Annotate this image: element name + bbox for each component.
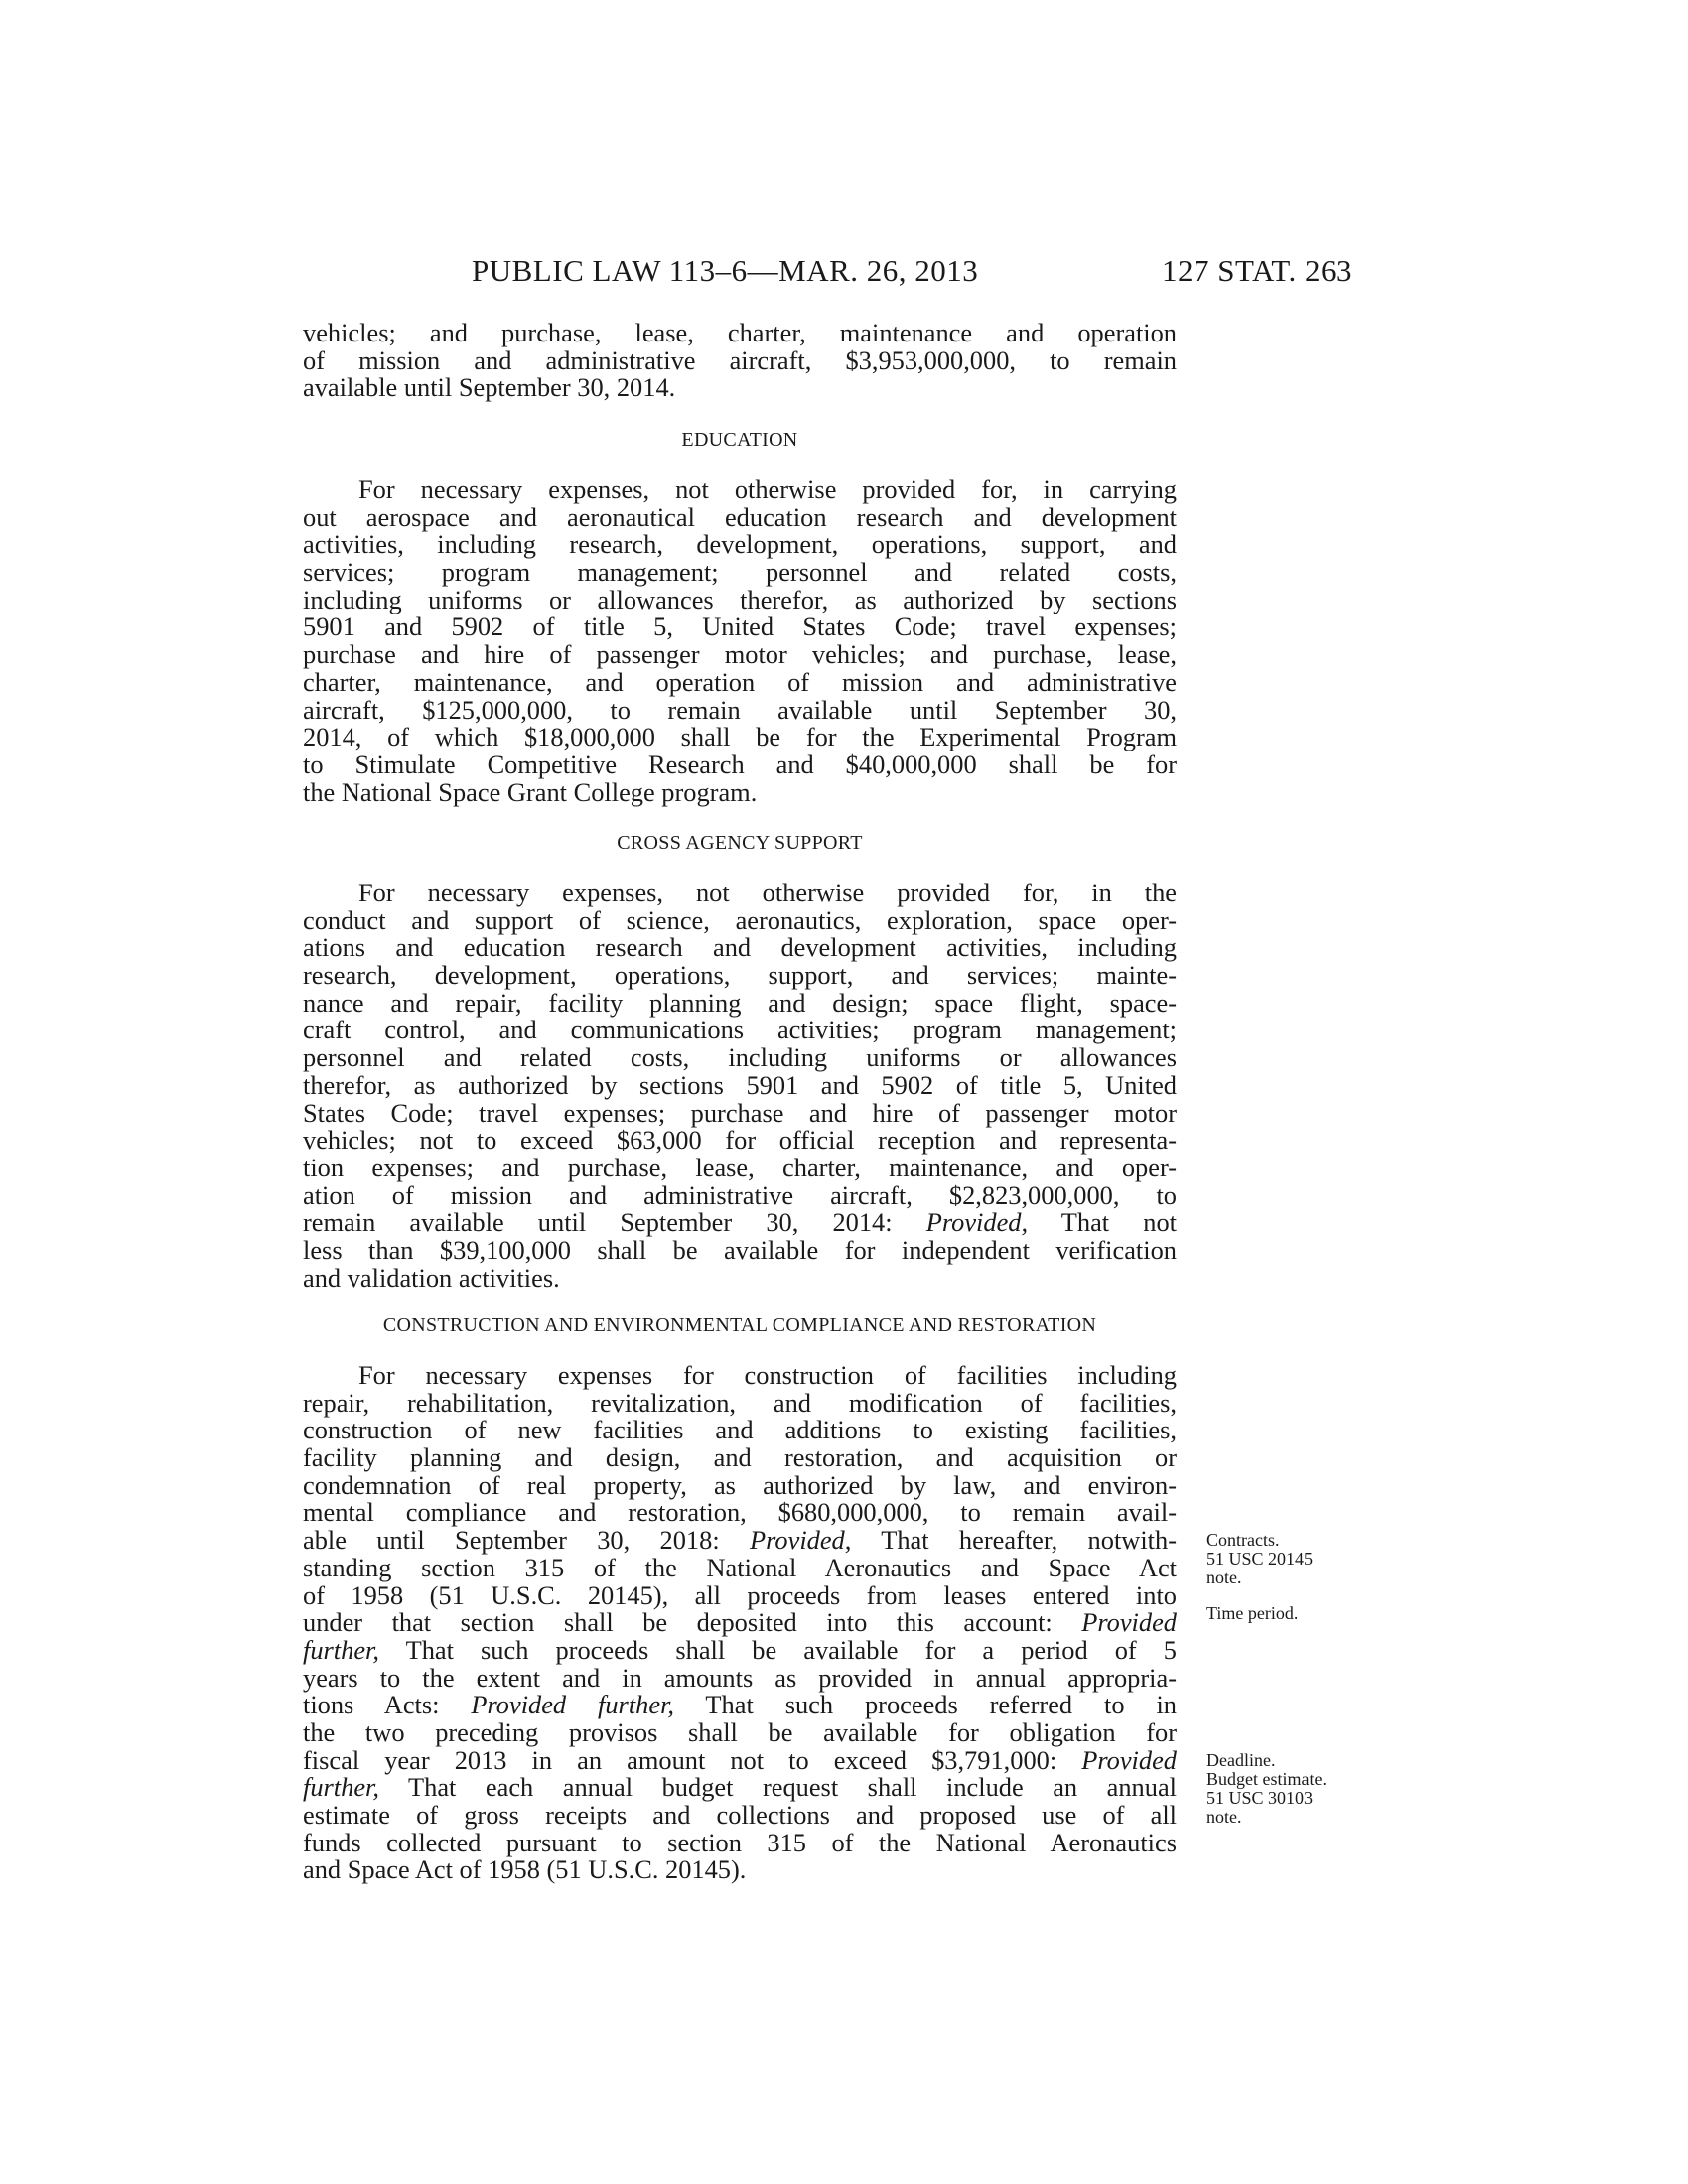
text-run: under that section shall be deposited into this account: [303, 1607, 1082, 1638]
text-run: tions Acts: [303, 1690, 472, 1720]
text-run: That each annual budget request shall include an annual [378, 1772, 1177, 1803]
italic-run: further, [303, 1634, 379, 1665]
text-line: estimate of gross receipts and collections and proposed use of all [303, 1800, 1177, 1830]
text-run: able until September 30, 2018: [303, 1525, 750, 1556]
cross-agency-paragraph [303, 880, 1177, 1292]
italic-run: Provided, [750, 1525, 852, 1556]
text-line [303, 1774, 1177, 1802]
text-line: charter, maintenance, and operation of mission and administrative [303, 666, 1177, 697]
italic-run: Provided further, [471, 1690, 675, 1720]
text-line [303, 1527, 1177, 1555]
running-head: PUBLIC LAW 113–6—MAR. 26, 2013 [472, 253, 979, 288]
text-line: nance and repair, facility planning and design; space flight, space- [303, 987, 1177, 1018]
text-run: fiscal year 2013 in an amount not to exceed $3,791,000: [303, 1744, 1082, 1775]
text-line: States Code; travel expenses; purchase and hire of passenger motor [303, 1097, 1177, 1128]
text-line [303, 1209, 1177, 1237]
margin-note-line: note. [1206, 1568, 1242, 1587]
text-line: ations and education research and development activities, including [303, 932, 1177, 963]
text-line: available until September 30, 2014. [303, 372, 676, 403]
intro-paragraph [303, 320, 1177, 402]
text-line: conduct and support of science, aeronautics, exploration, space oper- [303, 904, 1177, 935]
italic-run: Provided [1081, 1607, 1177, 1638]
text-line [303, 1634, 1177, 1665]
text-line: purchase and hire of passenger motor vehicles; and purchase, lease, [303, 639, 1177, 670]
text-line: less than $39,100,000 shall be available for independent verification [303, 1234, 1177, 1265]
text-line [303, 1692, 1177, 1719]
text-line [303, 1609, 1177, 1637]
italic-run: Provided, [925, 1207, 1029, 1238]
section-heading-cross-agency-support: CROSS AGENCY SUPPORT [617, 832, 863, 854]
text-line: out aerospace and aeronautical education research and development [303, 501, 1177, 532]
text-run: That such proceeds referred to in [674, 1690, 1177, 1720]
text-line: tion expenses; and purchase, lease, charter, maintenance, and oper- [303, 1152, 1177, 1182]
text-line: therefor, as authorized by sections 5901 and 5902 of title 5, United [303, 1069, 1177, 1100]
text-line: funds collected pursuant to section 315 of the National Aeronautics [303, 1827, 1177, 1857]
text-line: of mission and administrative aircraft, $3,953,000,000, to remain [303, 344, 1177, 375]
text-line: ation of mission and administrative aircraft, $2,823,000,000, to [303, 1179, 1177, 1210]
text-line: research, development, operations, support, and services; mainte- [303, 960, 1177, 991]
text-line: mental compliance and restoration, $680,000,000, to remain avail- [303, 1497, 1177, 1528]
text-line: For necessary expenses for construction of facilities including [358, 1360, 1177, 1390]
text-run: That hereafter, notwith- [851, 1525, 1177, 1556]
text-line: vehicles; and purchase, lease, charter, maintenance and operation [303, 318, 1177, 347]
text-line: personnel and related costs, including uniforms or allowances [303, 1042, 1177, 1073]
text-line: and Space Act of 1958 (51 U.S.C. 20145). [303, 1854, 747, 1885]
text-line: years to the extent and in amounts as provided in annual appropria- [303, 1662, 1177, 1693]
margin-note-line: Contracts. [1206, 1530, 1280, 1550]
text-run: That not [1028, 1207, 1177, 1238]
text-line: 2014, of which $18,000,000 shall be for the Experimental Program [303, 722, 1177, 752]
text-line: standing section 315 of the National Aeronautics and Space Act [303, 1552, 1177, 1582]
education-paragraph [303, 477, 1177, 806]
text-line: aircraft, $125,000,000, to remain available until September 30, [303, 694, 1177, 725]
margin-note-line: Deadline. [1206, 1750, 1276, 1770]
italic-run: further, [303, 1772, 379, 1803]
margin-note-line: note. [1206, 1807, 1242, 1827]
text-line: For necessary expenses, not otherwise provided for, in carrying [358, 475, 1177, 504]
italic-run: Provided [1081, 1744, 1177, 1775]
text-line: condemnation of real property, as authorized by law, and environ- [303, 1469, 1177, 1500]
text-line [303, 1744, 1177, 1775]
margin-note-time-period [1206, 1604, 1298, 1623]
margin-note-deadline [1206, 1751, 1327, 1827]
text-run: That such proceeds shall be available for a period of 5 [378, 1634, 1177, 1665]
section-heading-construction: CONSTRUCTION AND ENVIRONMENTAL COMPLIANCE AND RESTORATION [382, 1314, 1097, 1336]
margin-note-contracts [1206, 1531, 1313, 1587]
text-line: to Stimulate Competitive Research and $40,000,000 shall be for [303, 749, 1177, 779]
margin-note-line: 51 USC 20145 [1206, 1549, 1314, 1569]
text-line: including uniforms or allowances therefor, as authorized by sections [303, 584, 1177, 614]
text-line: repair, rehabilitation, revitalization, and modification of facilities, [303, 1387, 1177, 1418]
text-line: the National Space Grant College program. [303, 776, 758, 807]
margin-note-line: Budget estimate. [1206, 1769, 1327, 1789]
section-heading-education: EDUCATION [681, 429, 798, 451]
text-line: 5901 and 5902 of title 5, United States Code; travel expenses; [303, 612, 1177, 642]
text-line: services; program management; personnel and related costs, [303, 557, 1177, 588]
page-folio: 127 STAT. 263 [1162, 253, 1353, 288]
text-line: activities, including research, development, operations, support, and [303, 529, 1177, 560]
text-line: the two preceding provisos shall be available for obligation for [303, 1716, 1177, 1747]
margin-note-line: Time period. [1206, 1603, 1299, 1623]
page-header [0, 253, 1688, 293]
text-line: of 1958 (51 U.S.C. 20145), all proceeds from leases entered into [303, 1579, 1177, 1610]
margin-note-line: 51 USC 30103 [1206, 1788, 1314, 1808]
text-line: facility planning and design, and restoration, and acquisition or [303, 1442, 1177, 1473]
text-line: craft control, and communications activities; program management; [303, 1015, 1177, 1045]
text-line: and validation activities. [303, 1262, 560, 1293]
text-line: For necessary expenses, not otherwise provided for, in the [358, 878, 1177, 907]
text-run: remain available until September 30, 2014: [303, 1207, 926, 1238]
text-line: vehicles; not to exceed $63,000 for official reception and representa- [303, 1125, 1177, 1156]
construction-paragraph [303, 1362, 1177, 1884]
text-line: construction of new facilities and additions to existing facilities, [303, 1415, 1177, 1445]
